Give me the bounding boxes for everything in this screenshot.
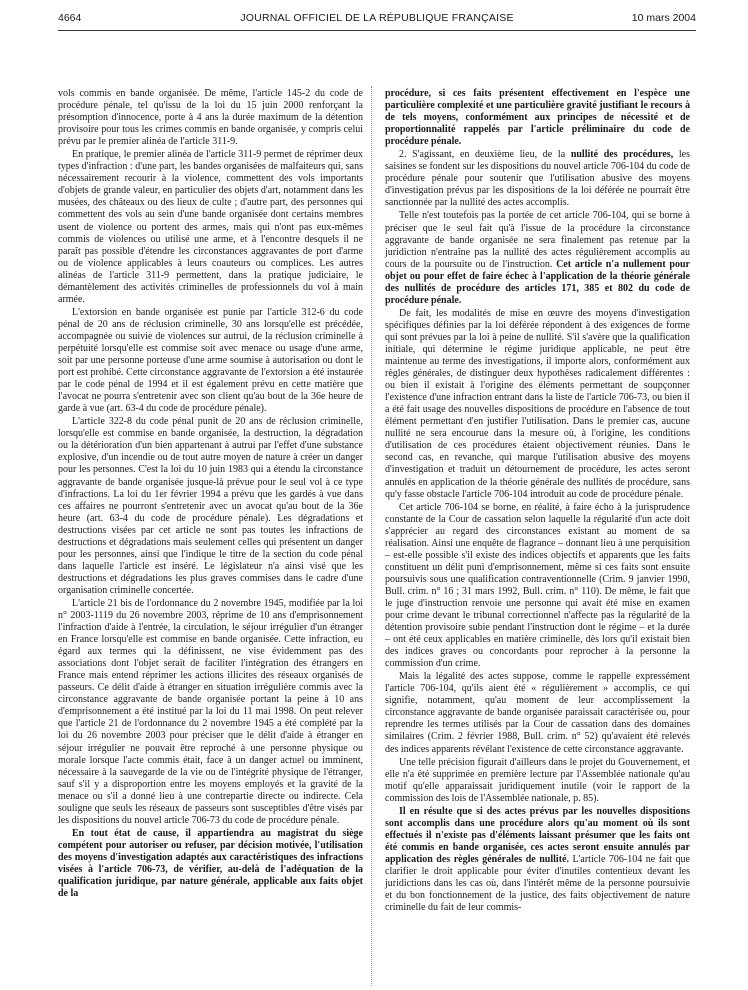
paragraph (385, 149, 690, 209)
bold-text: procédure, si ces faits présentent effectivement en l'espèce une particulière complexité et une particulière gravité justifiant le recours à de tels moyens, conformément aux principes de nécessité et de proportionnalité rappelés par l'article préliminaire du code de procédure pénale. (385, 88, 690, 148)
text-run: En pratique, le premier alinéa de l'article 311-9 permet de réprimer deux types d'infraction : d'une part, les bandes organisées de malfaiteurs qui, sans nécessairement recourir à la violence, commettent des vols importants d'objets de grande valeur, en particulier des objets d'art, notamment dans les musées, des châteaux ou des lieux de culte ; d'autre part, des personnes qui commettent des vols au sein d'une bande organisée dont certains membres usent de violence ou portent des armes, mais qui n'ont pas eux-mêmes commis de violences ou utilisé une arme, et à l'encontre desquels il ne paraît pas possible d'étendre les circonstances aggravantes de port d'arme ou de violence applicables à leurs coauteurs ou complices. Les autres alinéas de l'article 311-9 permettent, dans la pratique judiciaire, le démantèlement des activités criminelles de professionnels du vol à main armée. (58, 149, 363, 305)
paragraph (385, 210, 690, 306)
paragraph (385, 671, 690, 755)
bold-text: En tout état de cause, il appartiendra au magistrat du siège compétent pour autoriser ou refuser, par décision motivée, l'utilisation des moyens d'investigation adaptés aux caractéristiques des infractions visées à l'article 706-73, de vérifier, au-delà de l'adéquation de la qualification juridique, par nature générale, applicable aux faits objet de la (58, 827, 363, 900)
column-divider (371, 86, 372, 986)
text-run: 2. S'agissant, en deuxième lieu, de la (399, 149, 571, 161)
header-rule (58, 30, 696, 31)
text-run: L'article 21 bis de l'ordonnance du 2 novembre 1945, modifiée par la loi n° 2003-1119 du 26 novembre 2003, réprime de 10 ans d'emprisonnement l'infraction d'aide à l'entrée, la circulation, le séjour irrégulier d'un étranger en France lorsqu'elle est commise en bande organisée. Cette infraction, eu égard aux termes qui la définissent, ne vise évidemment pas des associations dont l'objet serait de faciliter l'intégration des étrangers en France mais entend réprimer les actions illicites des réseaux organisés de passeurs. Ce délit d'aide à étranger en situation irrégulière commis avec la circonstance aggravante de bande organisée portant la peine à 10 ans d'emprisonnement a été institué par la loi du 11 mai 1998. On peut relever que l'article 21 de l'ordonnance du 2 novembre 1945 a été complété par la loi du 26 novembre 2003 pour préciser que le délit d'aide à étranger en séjour irrégulier ne pouvait être reproché à une personne physique ou morale lorsque l'acte commis était, face à un danger actuel ou imminent, nécessaire à la sauvegarde de la vie ou de l'intégrité physique de l'étranger, sauf s'il y a disproportion entre les moyens employés et la gravité de la menace ou s'il a donné lieu à une contrepartie directe ou indirecte. Cela souligne que seuls les réseaux de passeurs sont susceptibles d'être visés par les dispositions du nouvel article 706-73 du code de procédure pénale. (58, 597, 363, 826)
paragraph (385, 806, 690, 914)
journal-title: JOURNAL OFFICIEL DE LA RÉPUBLIQUE FRANÇAISE (240, 12, 514, 24)
right-column (385, 88, 690, 915)
text-run: L'extorsion en bande organisée est punie par l'article 312-6 du code pénal de 20 ans de réclusion criminelle, 30 ans lorsqu'elle est précédée, accompagnée ou suivie de violences sur autrui, de la réclusion criminelle à perpétuité lorsqu'elle est commise soit avec menace ou usage d'une arme, soit par une personne porteuse d'une arme soumise à autorisation ou dont le port est prohibé. Cette circonstance aggravante de l'extorsion a été instaurée par le code pénal de 1994 et il est également prévu en cette matière que l'avocat ne pourra s'entretenir avec son client qu'au bout de la 36e heure de garde à vue (art. 63-4 du code de procédure pénale). (58, 306, 363, 415)
text-run: Mais la légalité des actes suppose, comme le rappelle expressément l'article 706-104, qu'ils aient été « régulièrement » accomplis, ce qui signifie, notamment, qu'au moment de leur accomplissement la circonstance aggravante de bande organisée paraissait caractérisée ou, pour reprendre les termes utilisés par la Cour de cassation dans des domaines similaires (Crim. 2 février 1988, Bull. crim. n° 52) qu'avaient été relevés des indices apparents révélant l'existence de cette circonstance aggravante. (385, 671, 690, 755)
bold-text: Cet article n'a nullement pour objet ou pour effet de faire échec à l'application de la théorie générale des nullités de procédure des articles 171, 385 et 802 du code de procédure pénale. (385, 258, 690, 306)
text-run: Cet article 706-104 se borne, en réalité, à faire écho à la jurisprudence constante de la Cour de cassation selon laquelle la régularité d'un acte doit s'apprécier au regard des circonstances existant au moment de sa réalisation. Ainsi une enquête de flagrance – donnant lieu à une perquisition – est-elle possible s'il existe des indices objectifs et apparents que les faits constituent un délit puni d'emprisonnement, même si ces faits sont ensuite poursuivis sous une qualification contraventionnelle (Crim. 9 janvier 1990, Bull. crim. n° 16 ; 31 mars 1992, Bull. crim. n° 110). De même, le fait que le juge d'instruction renvoie une personne qui avait été mise en examen pour crime devant le tribunal correctionnel n'affecte pas la régularité de la détention provisoire subie pendant l'instruction dont le régime – et la durée – ont été ceux applicables en matière criminelle, dès lors qu'il existait bien des indices graves ou concordants pour reprocher à la personne la commission d'un crime. (385, 501, 690, 670)
page-number: 4664 (58, 12, 82, 24)
issue-date: 10 mars 2004 (631, 12, 696, 24)
paragraph (58, 307, 363, 415)
page-header (58, 12, 696, 30)
text-run: vols commis en bande organisée. De même, l'article 145-2 du code de procédure pénale, tel qu'issu de la loi du 15 juin 2000 renforçant la présomption d'innocence, porte à 4 ans la durée maximum de la détention provisoire pour tous les crimes commis en bande organisée, y compris celui prévu par le premier alinéa de l'article 311-9. (58, 88, 363, 148)
paragraph (58, 598, 363, 827)
paragraph (385, 502, 690, 671)
paragraph (58, 828, 363, 900)
left-column (58, 88, 363, 901)
paragraph (58, 149, 363, 306)
text-run: Telle n'est toutefois pas la portée de cet article 706-104, qui se borne à préciser que le seul fait qu'à l'issue de la procédure la circonstance aggravante de bande organisée ne sera finalement pas retenue par la juridiction n'entraîne pas la nullité des actes régulièrement accomplis au cours de la poursuite ou de l'instruction. (385, 210, 690, 270)
bold-text: Il en résulte que si des actes prévus par les nouvelles dispositions sont accomplis dans une procédure alors qu'au moment où ils sont effectués il n'existe pas d'éléments laissant présumer que les faits ont été commis en bande organisée, ces actes seront ensuite annulés par application des règles générales de nullité. (385, 805, 690, 865)
text-run: De fait, les modalités de mise en œuvre des moyens d'investigation spécifiques définies par la loi déférée répondent à des exigences de forme qui sont prévues par la loi à peine de nullité. S'il s'avère que la qualification initiale, qui détermine le régime juridique applicable, ne peut être maintenue au terme des investigations, il importe alors, conformément aux règles générales, de distinguer deux hypothèses radicalement différentes : ou bien il existait à l'origine des éléments permettant de soupçonner l'existence d'une infraction entrant dans la liste de l'article 706-73, ou bien il a été fait usage des nouvelles dispositions de procédure en l'absence de tout élément permettant d'en justifier l'utilisation. Dans le premier cas, aucune nullité ne sera encourue dans la mesure où, à l'origine, les conditions d'utilisation de ces procédures étaient objectivement réunies. Dans le second cas, en revanche, qui marque l'utilisation abusive des moyens d'investigation et traduit un détournement de procédure, les actes seront annulés en application de la théorie générale des nullités de procédure, sans qu'y fasse obstacle l'article 706-104 introduit au code de procédure pénale. (385, 307, 690, 500)
paragraph (385, 308, 690, 501)
text-run: les saisines se fondent sur les dispositions du nouvel article 706-104 du code de procédure pénale pour soutenir que l'utilisation abusive des moyens d'investigation prévus par les dispositions de la loi déférée ne pourrait être sanctionnée par la nullité des actes accomplis. (385, 149, 690, 209)
bold-text: nullité des procédures, (570, 149, 674, 161)
paragraph (385, 88, 690, 148)
paragraph (58, 416, 363, 597)
text-run: Une telle précision figurait d'ailleurs dans le projet du Gouvernement, et elle n'a été supprimée en première lecture par l'Assemblée nationale qu'au motif qu'elle apparaissait juridiquement inutile (voir le rapport de la commission des lois de l'Assemblée nationale, p. 85). (385, 756, 690, 804)
paragraph (385, 757, 690, 805)
text-run: L'article 706-104 ne fait que clarifier le droit applicable pour éviter d'inutiles contentieux devant les juridictions dans les cas où, dans l'intérêt même de la personne poursuivie et du bon fonctionnement de la justice, des faits objectivement de nature criminelle du fait de leur commis- (385, 853, 690, 914)
paragraph (58, 88, 363, 148)
text-run: L'article 322-8 du code pénal punit de 20 ans de réclusion criminelle, lorsqu'elle est commise en bande organisée, la destruction, la dégradation ou la détérioration d'un bien appartenant à autrui par l'effet d'une substance explosive, d'un incendie ou de tout autre moyen de nature à créer un danger pour les personnes. C'est la loi du 10 juin 1983 qui a étendu la circonstance aggravante de bande organisée jusque-là prévue pour le seul vol à ce type d'infractions. La loi du 1er février 1994 a prévu que les gardés à vue dans ces affaires ne pourront s'entretenir avec un avocat qu'au bout de la 36e heure (art. 63-4 du code de procédure pénale). Les dégradations et destructions visées par cet article ne sont pas toutes les infractions de destructions et dégradations mais seulement celles qui présentent un danger pour les personnes, ainsi que l'indique le titre de la section du code pénal dans laquelle l'article est inséré. Le législateur n'a ainsi visé que les destructions et dégradations les plus graves commises dans le cadre d'une organisation criminelle concertée. (58, 416, 363, 596)
